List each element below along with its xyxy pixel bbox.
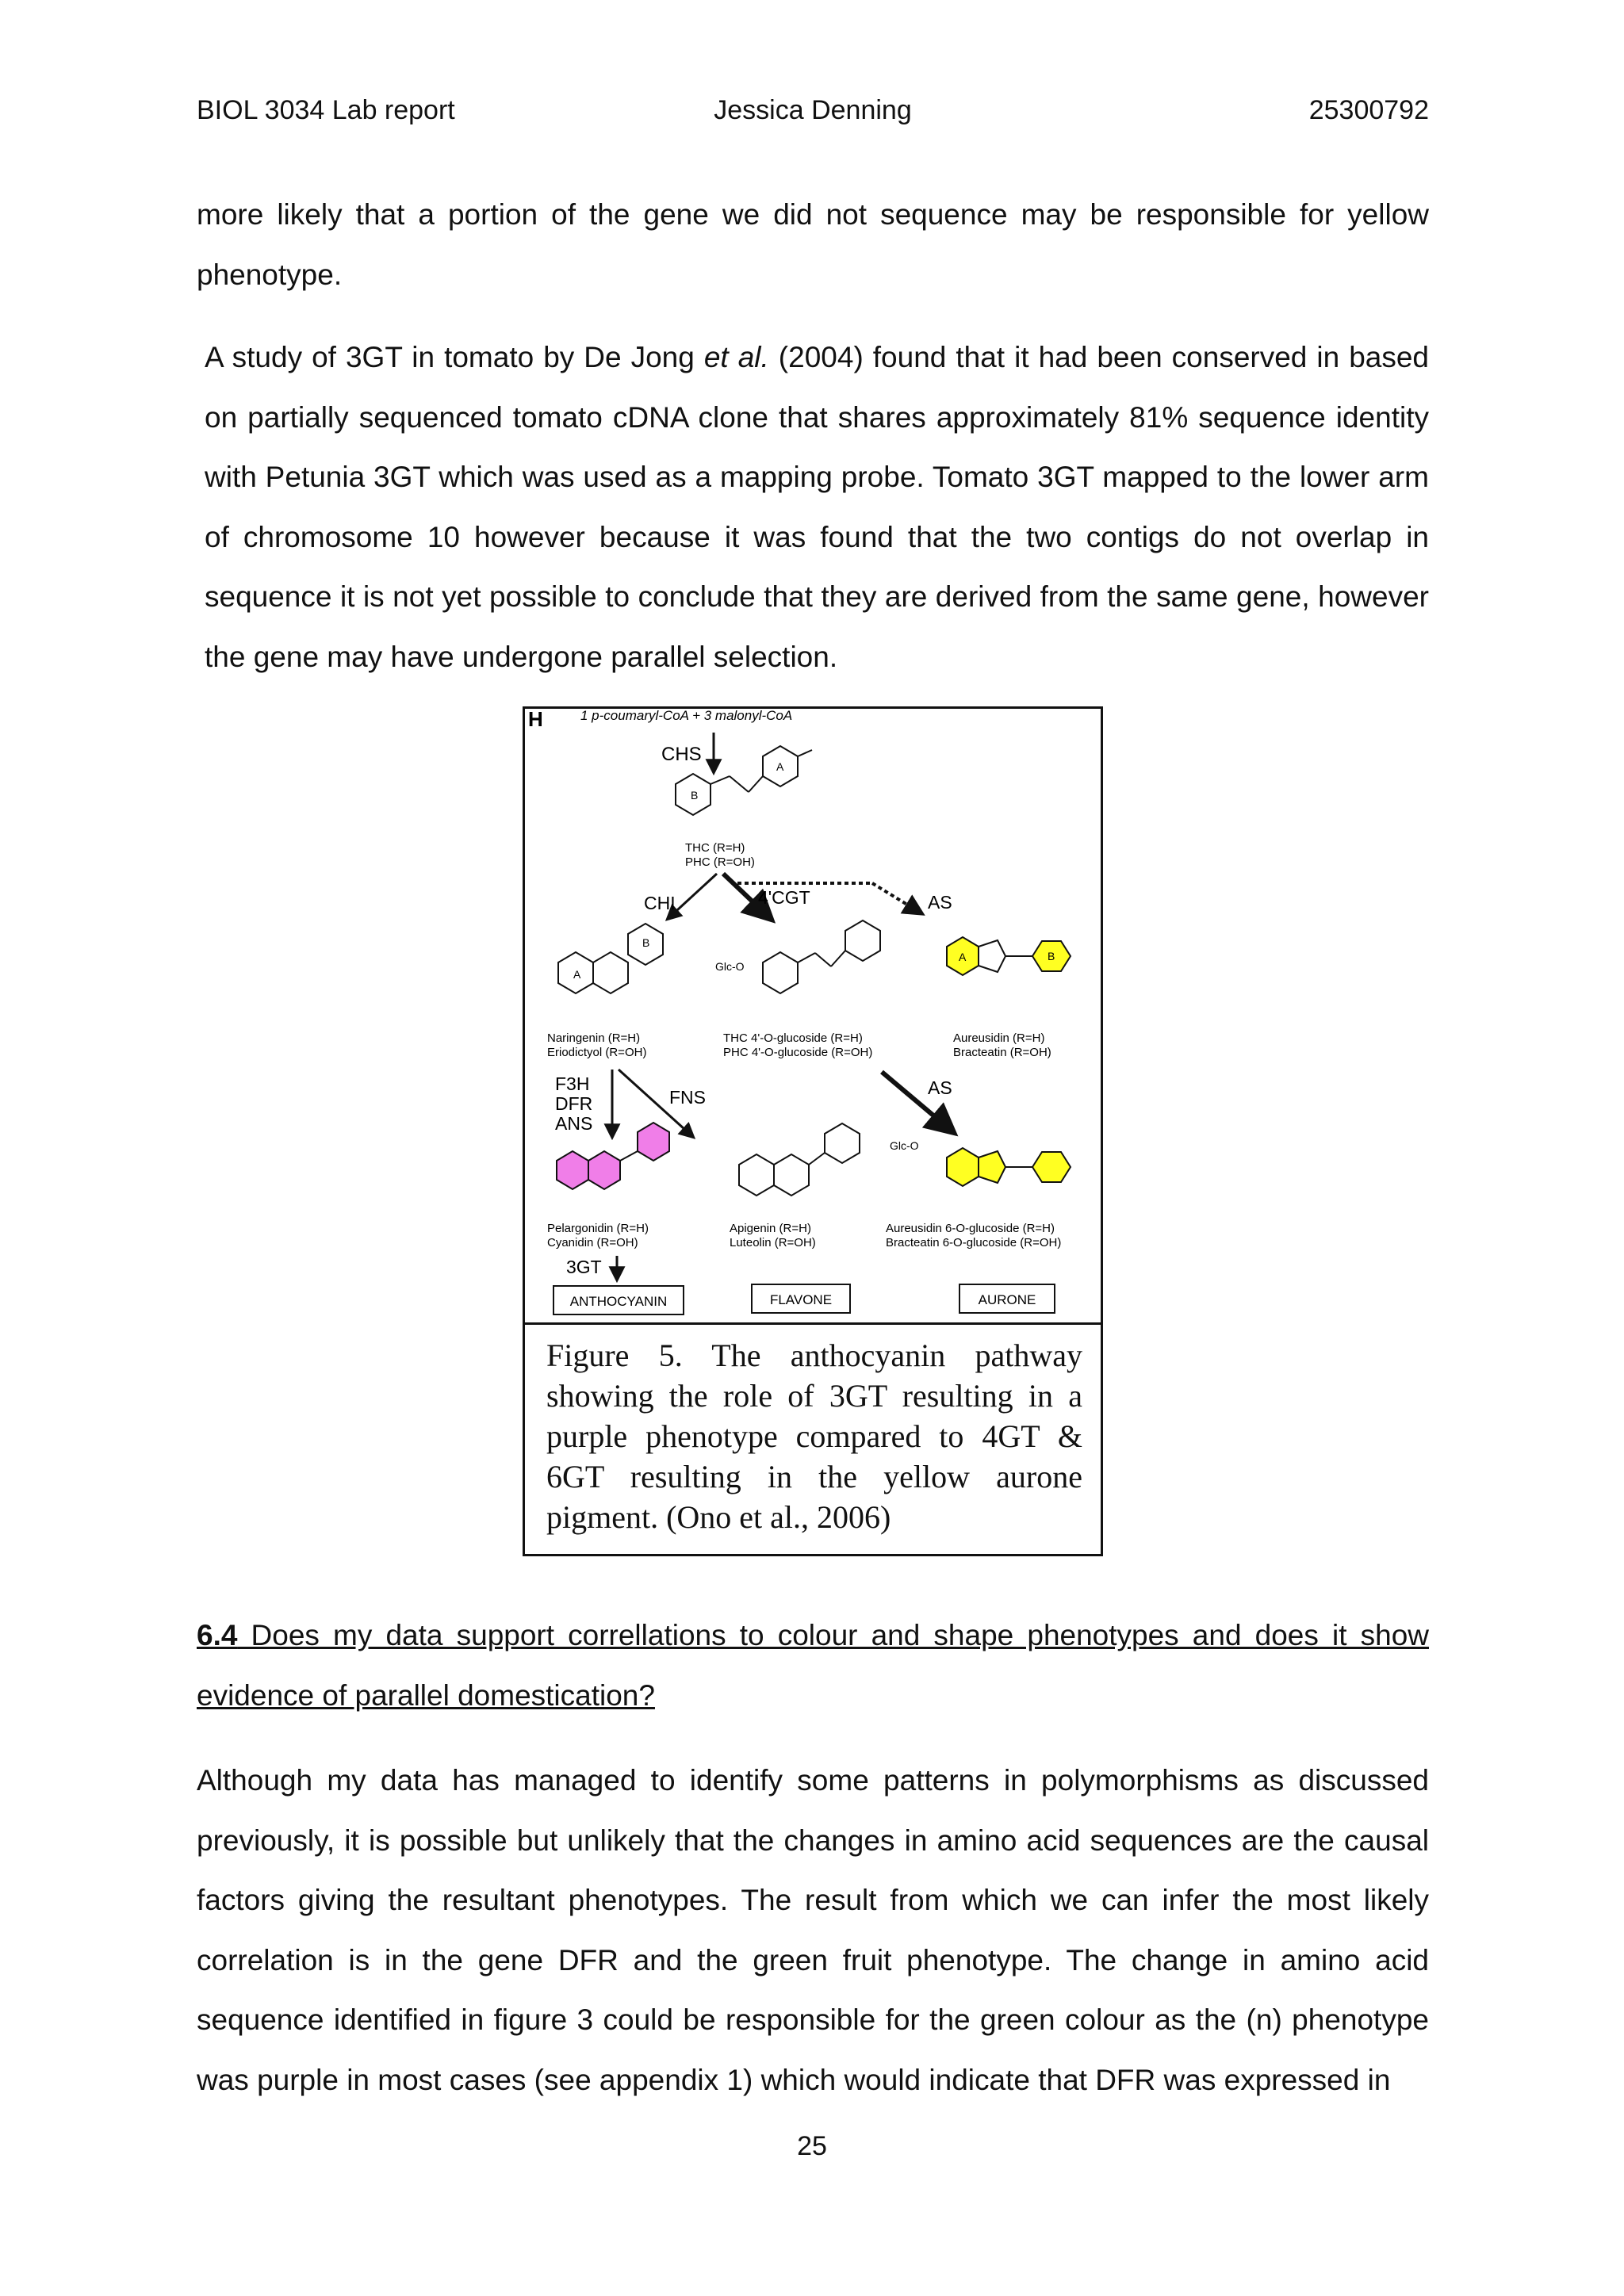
- product-flavone: FLAVONE: [769, 1292, 833, 1307]
- compound-cyanidin: Cyanidin (R=OH): [547, 1236, 638, 1249]
- paragraph-text: Although my data has managed to identify some patterns in polymorphisms as discussed previously, it is possible but unlikely that the changes in amino acid sequences are the causal factors giving the resultant phenotypes. The result from which we can infer the most likely correlation is in the gene DFR and the green fruit phenotype. The change in amino acid sequence identified in figure 3 could be responsible for the green colour as the (n) phenotype was purple in most cases (see appendix 1) which would indicate that DFR was expressed in: [197, 1764, 1429, 2096]
- compound-aureusidin-glucoside: Aureusidin 6-O-glucoside (R=H): [886, 1222, 1055, 1235]
- compound-thc: THC (R=H): [685, 841, 745, 855]
- header-course: BIOL 3034 Lab report: [197, 95, 455, 125]
- enzyme-ans: ANS: [555, 1113, 593, 1134]
- naringenin-structure: [558, 924, 663, 993]
- ring-b-naringenin: B: [642, 936, 650, 949]
- section-title: Does my data support correllations to colour and shape phenotypes and does it show evidence of parallel domestication?: [197, 1619, 1429, 1712]
- page-header: [197, 95, 1429, 135]
- product-aurone: AURONE: [978, 1292, 1036, 1307]
- paragraph-text-a: A study of 3GT in tomato by De Jong: [205, 341, 704, 373]
- compound-pelargonidin: Pelargonidin (R=H): [547, 1222, 649, 1235]
- header-author: Jessica Denning: [714, 95, 912, 125]
- header-student-id: 25300792: [1308, 95, 1429, 125]
- product-anthocyanin: ANTHOCYANIN: [569, 1294, 668, 1309]
- ring-b-top: B: [691, 789, 699, 802]
- substrate-label: 1 p-coumaryl-CoA + 3 malonyl-CoA: [580, 709, 793, 723]
- enzyme-chi: CHI: [644, 893, 676, 913]
- apigenin-structure: [739, 1123, 860, 1196]
- compound-luteolin: Luteolin (R=OH): [730, 1236, 816, 1249]
- ring-a-aureusidin: A: [959, 951, 967, 963]
- compound-bracteatin: Bracteatin (R=OH): [953, 1046, 1051, 1059]
- compound-thc-glucoside: THC 4'-O-glucoside (R=H): [723, 1031, 863, 1045]
- enzyme-3gt: 3GT: [566, 1257, 602, 1277]
- ring-b-aureusidin: B: [1048, 950, 1055, 962]
- as-dashed-arrow: [872, 883, 921, 913]
- ring-a-naringenin: A: [573, 968, 581, 981]
- pathway-diagram: [525, 709, 1101, 1322]
- svg-text:Glc-O: Glc-O: [890, 1139, 919, 1152]
- compound-phc: PHC (R=OH): [685, 855, 755, 869]
- ring-a-top: A: [776, 760, 784, 773]
- paragraph-text: more likely that a portion of the gene we did not sequence may be responsible for yellow phenotype.: [197, 198, 1429, 291]
- enzyme-as-top: AS: [928, 892, 952, 913]
- enzyme-f3h: F3H: [555, 1073, 590, 1094]
- enzyme-as-mid: AS: [928, 1077, 952, 1098]
- aureusidin-glucoside-structure: [947, 1148, 1071, 1186]
- paragraph-text-b: (2004) found that it had been conserved in based on partially sequenced tomato cDNA clone that shares approximately 81% sequence identity with Petunia 3GT which was used as a mapping probe. Tomato 3GT mapped to the lower arm of chromosome 10 however because it was found that the two contigs do not overlap in sequence it is not yet possible to conclude that they are derived from the same gene, however the gene may have undergone parallel selection.: [205, 341, 1430, 673]
- page-number: 25: [797, 2131, 827, 2161]
- compound-bracteatin-glucoside: Bracteatin 6-O-glucoside (R=OH): [886, 1236, 1062, 1249]
- svg-text:Glc-O: Glc-O: [715, 960, 745, 973]
- figure-divider: [525, 1322, 1101, 1325]
- enzyme-chs: CHS: [661, 744, 702, 765]
- section-heading: [197, 1605, 1429, 1725]
- figure-anthocyanin-pathway: [523, 706, 1103, 1556]
- enzyme-4cgt: 4'CGT: [758, 887, 810, 908]
- panel-letter: H: [528, 709, 543, 731]
- section-number: 6.4: [197, 1619, 238, 1651]
- paragraph-correlation: [197, 1751, 1429, 2110]
- compound-apigenin: Apigenin (R=H): [730, 1222, 811, 1235]
- et-al-italic: et al.: [703, 341, 769, 373]
- compound-phc-glucoside: PHC 4'-O-glucoside (R=OH): [723, 1046, 873, 1059]
- compound-aureusidin: Aureusidin (R=H): [953, 1031, 1045, 1045]
- compound-naringenin: Naringenin (R=H): [547, 1031, 641, 1045]
- paragraph-3gt-tomato: [197, 327, 1429, 687]
- compound-eriodictyol: Eriodictyol (R=OH): [547, 1046, 647, 1059]
- enzyme-dfr: DFR: [555, 1093, 593, 1114]
- thc-glucoside-structure: [763, 920, 880, 993]
- paragraph-continued: [197, 185, 1429, 304]
- enzyme-fns: FNS: [669, 1087, 706, 1108]
- figure-caption: Figure 5. The anthocyanin pathway showing the role of 3GT resulting in a purple phenotype compared to 4GT & 6GT resulting in the yellow aurone pigment. (Ono et al., 2006): [546, 1337, 1082, 1535]
